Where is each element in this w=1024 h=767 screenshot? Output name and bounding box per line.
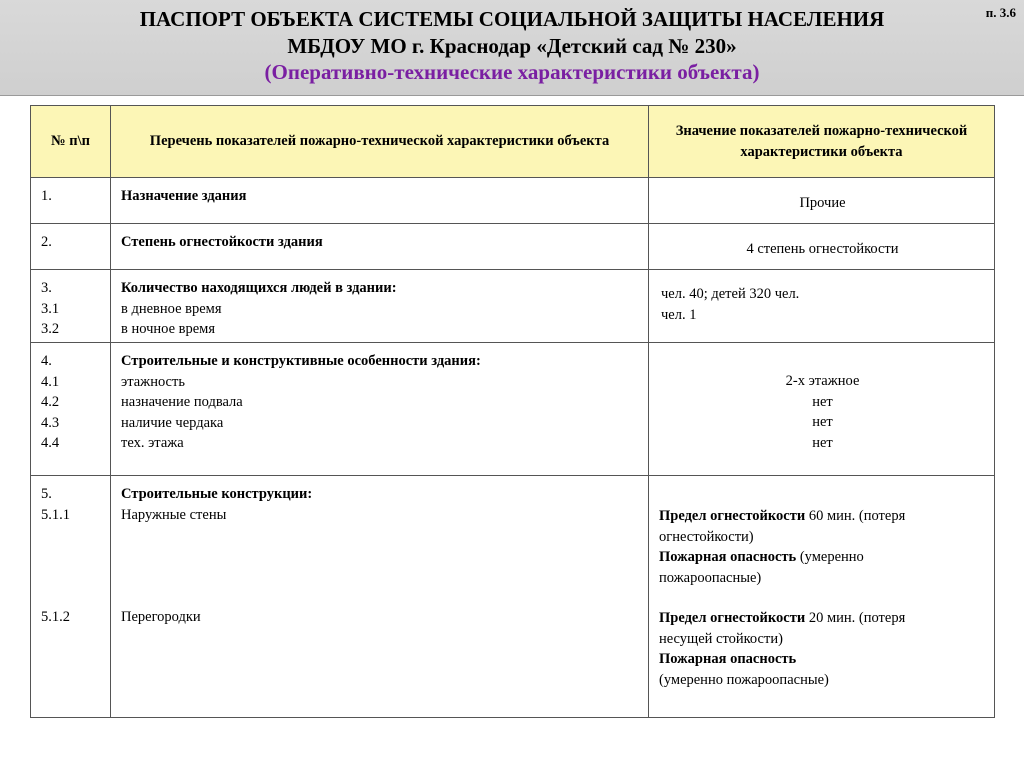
row-value bbox=[649, 476, 995, 718]
row-item: Перегородки bbox=[121, 609, 201, 625]
value-text: 20 мин. (потеря bbox=[805, 610, 906, 626]
row-indicator bbox=[111, 224, 649, 270]
value-bold: Пожарная опасность bbox=[659, 549, 797, 565]
row-indicator bbox=[111, 270, 649, 343]
row-value-line: нет bbox=[812, 393, 833, 410]
value-text: огнестойкости) bbox=[659, 528, 754, 545]
row-num bbox=[31, 270, 111, 343]
row-num-line: 4. bbox=[41, 353, 52, 369]
row-value-line: 4 степень огнестойкости bbox=[746, 241, 899, 257]
row-num-line: 3.1 bbox=[41, 300, 60, 317]
row-indicator bbox=[111, 178, 649, 224]
row-value-line bbox=[659, 568, 986, 589]
value-bold: Предел огнестойкости bbox=[659, 508, 806, 524]
row-num-line: 2. bbox=[41, 234, 52, 250]
page-number: п. 3.6 bbox=[985, 5, 1016, 20]
row-value-line bbox=[659, 527, 986, 548]
table-row bbox=[31, 178, 995, 224]
row-heading: Назначение здания bbox=[121, 188, 247, 204]
row-value-line bbox=[659, 670, 986, 691]
row-value-line bbox=[659, 547, 986, 568]
row-num bbox=[31, 178, 111, 224]
row-indicator bbox=[111, 343, 649, 476]
row-num-line: 5.1.1 bbox=[41, 506, 70, 523]
row-item: назначение подвала bbox=[121, 394, 243, 410]
row-num-line: 4.3 bbox=[41, 414, 60, 431]
row-value-line: чел. 40; детей 320 чел. bbox=[661, 286, 800, 302]
row-item: в дневное время bbox=[121, 300, 222, 317]
row-item: Наружные стены bbox=[121, 506, 227, 523]
row-value-line bbox=[659, 649, 986, 670]
row-value bbox=[649, 178, 995, 224]
row-num-line: 1. bbox=[41, 188, 52, 204]
row-heading: Строительные конструкции: bbox=[121, 486, 313, 502]
page-caption: (Оперативно-технические характеристики объекта) bbox=[264, 60, 760, 84]
page-title: ПАСПОРТ ОБЪЕКТА СИСТЕМЫ СОЦИАЛЬНОЙ ЗАЩИТЫ НАСЕЛЕНИЯ bbox=[139, 7, 885, 31]
row-value-line: нет bbox=[812, 434, 833, 451]
row-num bbox=[31, 343, 111, 476]
value-bold: Пожарная опасность bbox=[659, 651, 797, 667]
row-num-line: 5. bbox=[41, 486, 52, 502]
row-value-line: Прочие bbox=[799, 195, 846, 211]
row-num-line: 4.1 bbox=[41, 373, 60, 390]
value-text: 60 мин. (потеря bbox=[805, 508, 906, 524]
row-item: этажность bbox=[121, 373, 185, 390]
row-num bbox=[31, 224, 111, 270]
row-heading: Строительные и конструктивные особенности здания: bbox=[121, 353, 481, 369]
row-value bbox=[649, 224, 995, 270]
row-num bbox=[31, 476, 111, 718]
row-value-line bbox=[659, 629, 986, 650]
value-text: (умеренно пожароопасные) bbox=[659, 671, 829, 688]
table-row bbox=[31, 343, 995, 476]
row-item: наличие чердака bbox=[121, 414, 224, 431]
table-header-row bbox=[31, 106, 995, 178]
row-num-line: 5.1.2 bbox=[41, 609, 70, 625]
page-subtitle: МБДОУ МО г. Краснодар «Детский сад № 230» bbox=[287, 34, 737, 58]
value-text: пожароопасные) bbox=[659, 569, 762, 586]
header-indicator: Перечень показателей пожарно-технической характеристики объекта bbox=[111, 106, 649, 178]
row-value-line: 2-х этажное bbox=[785, 373, 860, 389]
row-item: в ночное время bbox=[121, 321, 216, 337]
characteristics-table bbox=[30, 105, 995, 718]
value-text: несущей стойкости) bbox=[659, 630, 783, 647]
row-heading: Количество находящихся людей в здании: bbox=[121, 280, 397, 296]
value-text: (умеренно bbox=[796, 549, 864, 565]
row-num-line: 3.2 bbox=[41, 321, 60, 337]
row-value bbox=[649, 343, 995, 476]
table-row bbox=[31, 224, 995, 270]
header-num: № п\п bbox=[31, 106, 111, 178]
row-value-line: нет bbox=[812, 414, 833, 430]
row-heading: Степень огнестойкости здания bbox=[121, 234, 323, 250]
row-value bbox=[649, 270, 995, 343]
header-value: Значение показателей пожарно-технической характеристики объекта bbox=[649, 106, 995, 178]
row-indicator bbox=[111, 476, 649, 718]
slide-header bbox=[0, 0, 1024, 96]
table-row bbox=[31, 270, 995, 343]
table-row bbox=[31, 476, 995, 718]
row-num-line: 3. bbox=[41, 280, 52, 296]
row-value-line: чел. 1 bbox=[661, 306, 697, 323]
row-value-line bbox=[659, 608, 986, 629]
row-num-line: 4.4 bbox=[41, 435, 60, 451]
value-bold: Предел огнестойкости bbox=[659, 610, 806, 626]
row-item: тех. этажа bbox=[121, 435, 184, 451]
row-value-line bbox=[659, 506, 986, 527]
row-num-line: 4.2 bbox=[41, 394, 60, 410]
